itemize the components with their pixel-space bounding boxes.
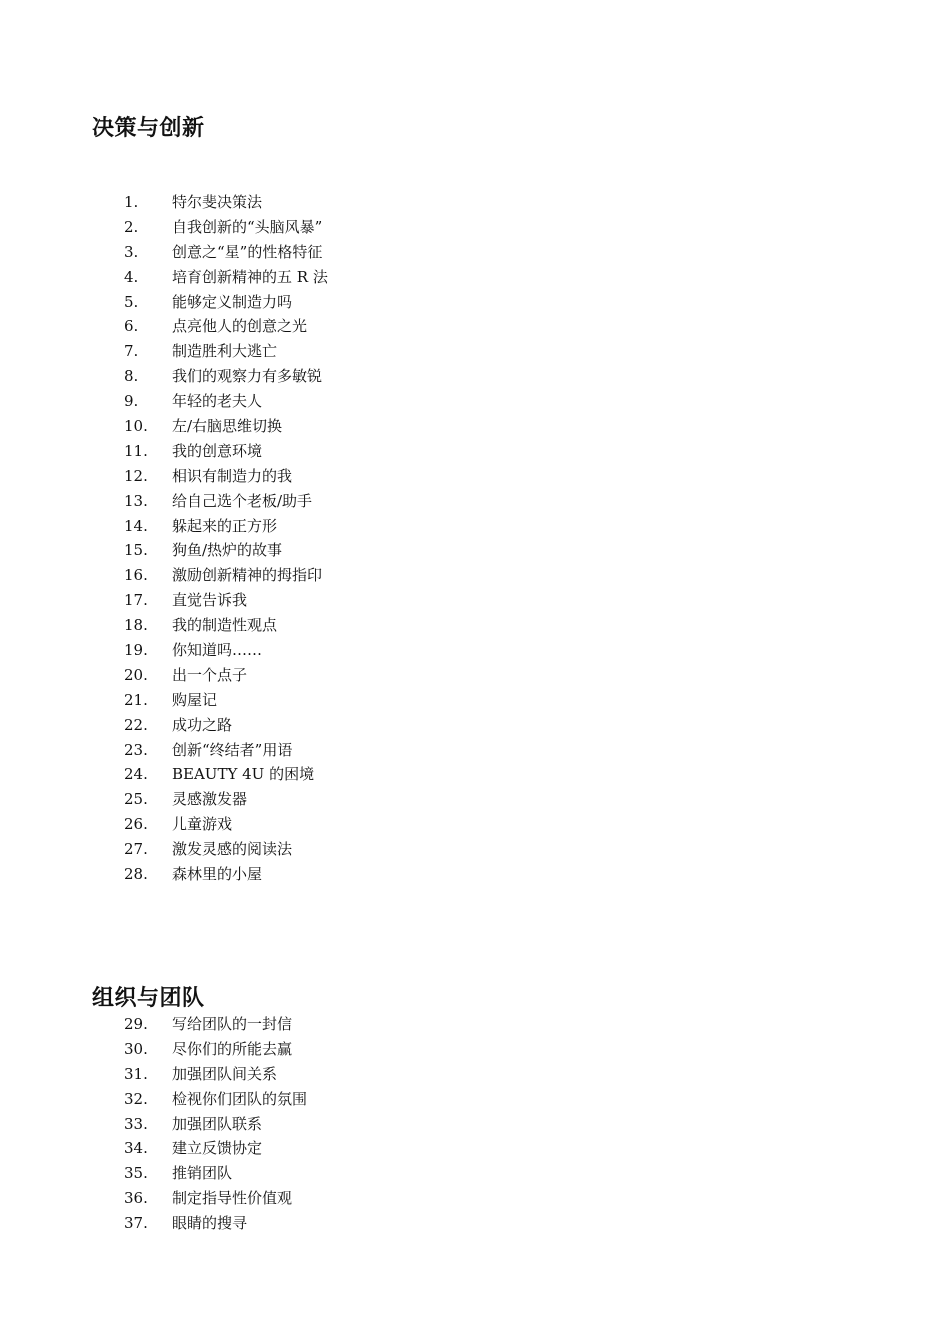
item-number: 31. — [124, 1064, 148, 1083]
item-text: 激励创新精神的拇指印 — [172, 566, 323, 585]
item-number: 16. — [124, 566, 148, 585]
list-item — [124, 514, 328, 539]
item-number: 33. — [124, 1114, 148, 1133]
item-text: 躲起来的正方形 — [172, 516, 278, 535]
list-item — [124, 1087, 307, 1112]
item-number: 1. — [124, 193, 139, 211]
item-text: 检视你们团队的氛围 — [172, 1089, 308, 1108]
item-text: 点亮他人的创意之光 — [172, 317, 308, 336]
item-number: 15. — [124, 541, 148, 560]
item-number: 34. — [124, 1139, 148, 1158]
item-number: 18. — [124, 616, 148, 635]
list-item — [124, 190, 328, 215]
list-item — [124, 762, 328, 787]
item-text: 激发灵感的阅读法 — [172, 840, 293, 859]
item-text: 眼睛的搜寻 — [172, 1214, 248, 1233]
list-item — [124, 339, 328, 364]
item-number: 4. — [124, 267, 139, 286]
list-item — [124, 538, 328, 563]
list-item — [124, 1186, 307, 1211]
list-item — [124, 1161, 307, 1186]
item-number: 14. — [124, 516, 148, 535]
item-text: BEAUTY 4U 的困境 — [172, 765, 315, 784]
item-number: 23. — [124, 740, 148, 759]
item-number: 29. — [124, 1015, 148, 1033]
item-number: 12. — [124, 466, 148, 485]
list-item — [124, 638, 328, 663]
list-item — [124, 837, 328, 862]
item-text: 写给团队的一封信 — [172, 1015, 293, 1033]
list-item — [124, 738, 328, 763]
item-text: 直觉告诉我 — [172, 591, 248, 610]
item-text: 左/右脑思维切换 — [172, 417, 283, 436]
item-number: 11. — [124, 441, 148, 460]
list-item — [124, 414, 328, 439]
item-number: 10. — [124, 417, 148, 436]
list-item — [124, 314, 328, 339]
item-text: 购屋记 — [172, 690, 218, 709]
item-number: 3. — [124, 242, 139, 261]
item-text: 灵感激发器 — [172, 790, 248, 809]
item-number: 6. — [124, 317, 139, 336]
item-number: 35. — [124, 1164, 148, 1183]
item-text: 出一个点子 — [172, 665, 248, 684]
item-text: 年轻的老夫人 — [172, 392, 263, 411]
list-item — [124, 364, 328, 389]
item-text: 尽你们的所能去赢 — [172, 1039, 293, 1058]
section-title-decision-innovation: 决策与创新 — [92, 116, 205, 141]
item-text: 森林里的小屋 — [172, 865, 263, 884]
list-item — [124, 1136, 307, 1161]
item-list-organization-team — [124, 1012, 307, 1236]
item-text: 成功之路 — [172, 715, 233, 734]
item-text: 自我创新的“头脑风暴” — [172, 217, 323, 236]
list-item — [124, 613, 328, 638]
item-text: 我的创意环境 — [172, 441, 263, 460]
list-item — [124, 290, 328, 315]
item-number: 36. — [124, 1189, 148, 1208]
item-text: 加强团队间关系 — [172, 1064, 278, 1083]
item-text: 培育创新精神的五 R 法 — [172, 267, 328, 286]
item-text: 建立反馈协定 — [172, 1139, 263, 1158]
item-text: 推销团队 — [172, 1164, 233, 1183]
item-number: 24. — [124, 765, 148, 784]
list-item — [124, 663, 328, 688]
item-number: 21. — [124, 690, 148, 709]
item-number: 8. — [124, 367, 139, 386]
list-item — [124, 489, 328, 514]
list-item — [124, 862, 328, 887]
item-number: 26. — [124, 815, 148, 834]
item-text: 创意之“星”的性格特征 — [172, 242, 323, 261]
list-item — [124, 240, 328, 265]
list-item — [124, 464, 328, 489]
item-number: 27. — [124, 840, 148, 859]
item-number: 19. — [124, 641, 148, 660]
list-item — [124, 1037, 307, 1062]
list-item — [124, 1062, 307, 1087]
list-item — [124, 713, 328, 738]
list-item — [124, 812, 328, 837]
list-item — [124, 439, 328, 464]
list-item — [124, 1012, 307, 1037]
list-item — [124, 787, 328, 812]
list-item — [124, 563, 328, 588]
item-text: 相识有制造力的我 — [172, 466, 293, 485]
item-text: 创新“终结者”用语 — [172, 740, 293, 759]
item-number: 2. — [124, 217, 139, 236]
item-text: 我的制造性观点 — [172, 616, 278, 635]
item-text: 给自己选个老板/助手 — [172, 491, 313, 510]
item-number: 7. — [124, 342, 139, 361]
list-item — [124, 389, 328, 414]
item-text: 加强团队联系 — [172, 1114, 263, 1133]
list-item — [124, 265, 328, 290]
item-text: 我们的观察力有多敏锐 — [172, 367, 323, 386]
item-number: 13. — [124, 491, 148, 510]
item-text: 狗鱼/热炉的故事 — [172, 541, 283, 560]
list-item — [124, 588, 328, 613]
item-number: 37. — [124, 1214, 148, 1233]
item-number: 22. — [124, 715, 148, 734]
item-number: 9. — [124, 392, 139, 411]
item-number: 32. — [124, 1089, 148, 1108]
list-item — [124, 1211, 307, 1236]
item-text: 制造胜利大逃亡 — [172, 342, 278, 361]
item-list-decision-innovation — [124, 190, 328, 887]
list-item — [124, 215, 328, 240]
item-number: 20. — [124, 665, 148, 684]
item-number: 25. — [124, 790, 148, 809]
item-text: 能够定义制造力吗 — [172, 292, 293, 311]
list-item — [124, 688, 328, 713]
item-text: 儿童游戏 — [172, 815, 233, 834]
item-text: 制定指导性价值观 — [172, 1189, 293, 1208]
item-number: 30. — [124, 1039, 148, 1058]
item-number: 28. — [124, 865, 148, 884]
item-text: 特尔斐决策法 — [172, 193, 263, 211]
item-number: 5. — [124, 292, 139, 311]
item-text: 你知道吗…… — [172, 641, 263, 660]
section-title-organization-team: 组织与团队 — [92, 986, 205, 1011]
item-number: 17. — [124, 591, 148, 610]
list-item — [124, 1112, 307, 1137]
